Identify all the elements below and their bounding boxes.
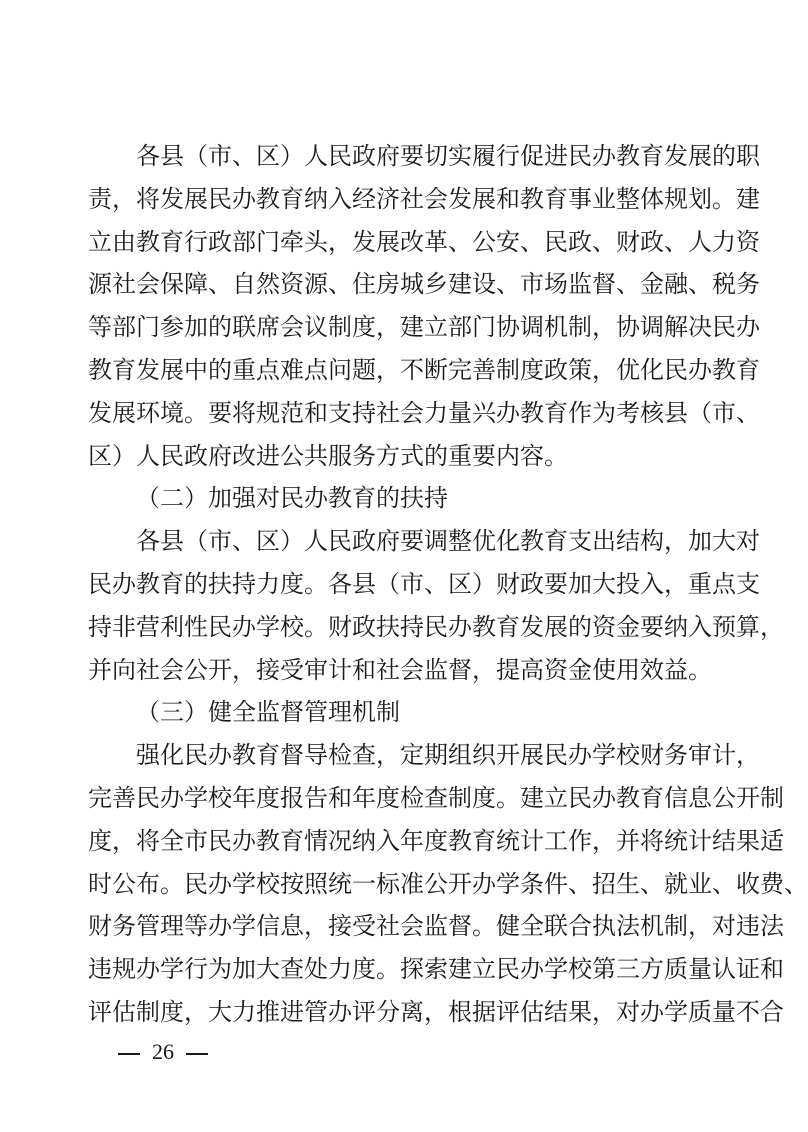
paragraph-line: 持非营利性民办学校。财政扶持民办教育发展的资金要纳入预算， — [88, 613, 784, 641]
dash-left — [118, 1053, 140, 1055]
paragraph-line: 财务管理等办学信息，接受社会监督。健全联合执法机制，对违法 — [88, 912, 784, 940]
paragraph-line: 强化民办教育督导检查，定期组织开展民办学校财务审计， — [136, 741, 760, 769]
paragraph-line: 并向社会公开，接受审计和社会监督，提高资金使用效益。 — [88, 656, 712, 684]
page-footer — [106, 1032, 220, 1072]
paragraph-line: 源社会保障、自然资源、住房城乡建设、市场监督、金融、税务 — [88, 270, 760, 298]
paragraph-line: 度，将全市民办教育情况纳入年度教育统计工作，并将统计结果适 — [88, 827, 784, 855]
paragraph-line: 发展环境。要将规范和支持社会力量兴办教育作为考核县（市、 — [88, 399, 760, 427]
paragraph-line: 评估制度，大力推进管办评分离，根据评估结果，对办学质量不合 — [88, 998, 784, 1026]
paragraph-line: 民办教育的扶持力度。各县（市、区）财政要加大投入，重点支 — [88, 570, 760, 598]
paragraph-line: 时公布。民办学校按照统一标准公开办学条件、招生、就业、收费、 — [88, 870, 808, 898]
paragraph-line: 完善民办学校年度报告和年度检查制度。建立民办教育信息公开制 — [88, 784, 784, 812]
paragraph-line: 等部门参加的联席会议制度，建立部门协调机制，协调解决民办 — [88, 313, 760, 341]
paragraph-line: 违规办学行为加大查处力度。探索建立民办学校第三方质量认证和 — [88, 955, 784, 983]
section-heading: （三）健全监督管理机制 — [136, 698, 400, 726]
page-number: 26 — [152, 1039, 174, 1064]
paragraph-line: 责，将发展民办教育纳入经济社会发展和教育事业整体规划。建 — [88, 185, 760, 213]
paragraph-line: 区）人民政府改进公共服务方式的重要内容。 — [88, 442, 568, 470]
paragraph-line: 立由教育行政部门牵头，发展改革、公安、民政、财政、人力资 — [88, 228, 760, 256]
paragraph-line: 各县（市、区）人民政府要调整优化教育支出结构，加大对 — [136, 527, 760, 555]
dash-right — [186, 1053, 208, 1055]
paragraph-line: 各县（市、区）人民政府要切实履行促进民办教育发展的职 — [136, 142, 760, 170]
section-heading: （二）加强对民办教育的扶持 — [136, 484, 448, 512]
paragraph-line: 教育发展中的重点难点问题，不断完善制度政策，优化民办教育 — [88, 356, 760, 384]
